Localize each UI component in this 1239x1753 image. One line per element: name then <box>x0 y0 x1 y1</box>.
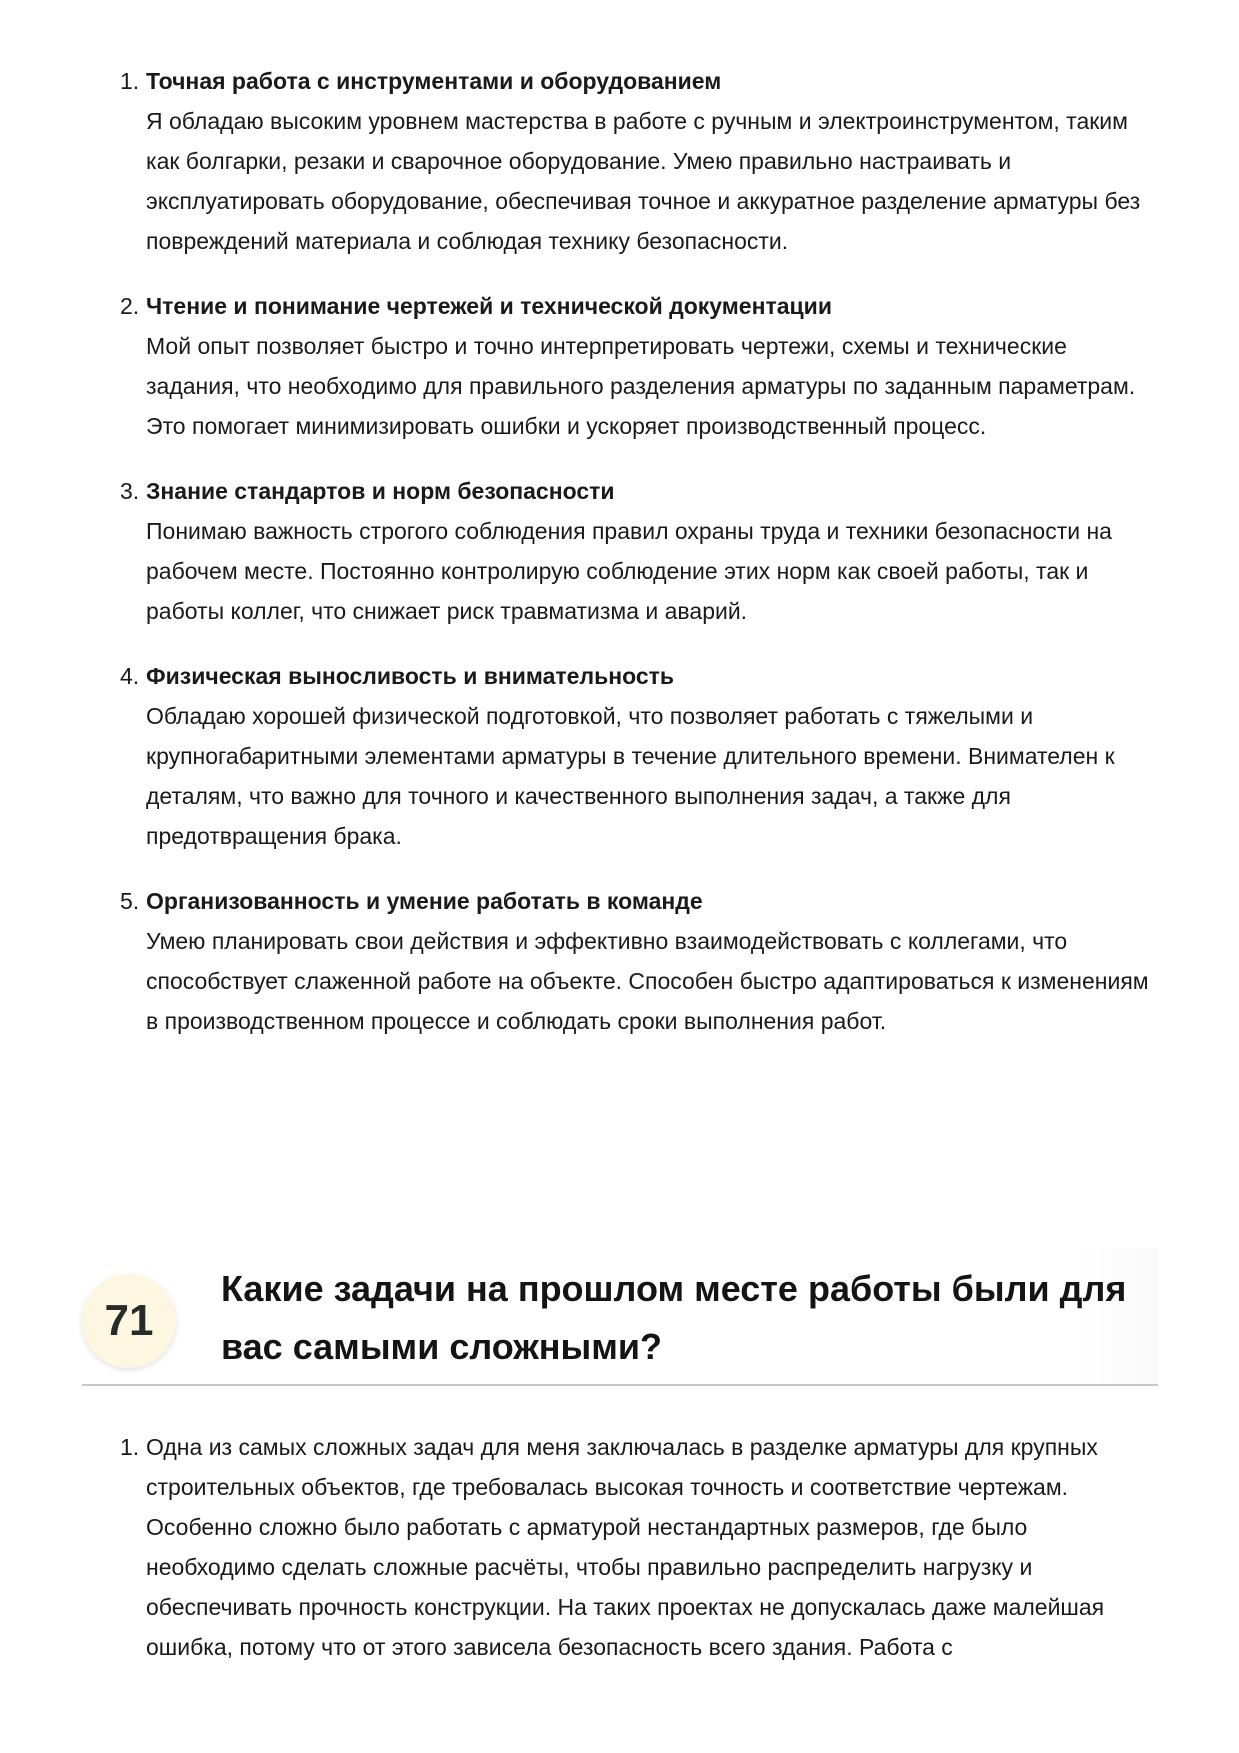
list-item <box>120 1427 1160 1667</box>
list-item-number: 3. <box>120 478 140 504</box>
list-item-title: Знание стандартов и норм безопасности <box>146 478 615 504</box>
skills-list <box>120 61 1160 1066</box>
list-item-text: Одна из самых сложных задач для меня заключалась в разделке арматуры для крупных строительных объектов, где требовалась высокая точность и соответствие чертежам. Особенно сложно было работать с арматурой нестандартных размеров, где было необходимо сделать сложные расчёты, чтобы правильно распределить нагрузку и обеспечивать прочность конструкции. На таких проектах не допускалась даже малейшая ошибка, потому что от этого зависела безопасность всего здания. Работа с <box>146 1434 1105 1660</box>
list-item <box>120 881 1160 1041</box>
list-item-number: 5. <box>120 888 140 914</box>
list-item-number: 1. <box>120 68 140 94</box>
list-item-text: Умею планировать свои действия и эффективно взаимодействовать с коллегами, что способствует слаженной работе на объекте. Способен быстро адаптироваться к изменениям в производственном процессе и соблюдать сроки выполнения работ. <box>146 928 1149 1034</box>
list-item-text: Я обладаю высоким уровнем мастерства в работе с ручным и электроинструментом, таким как болгарки, резаки и сварочное оборудование. Умею правильно настраивать и эксплуатировать оборудование, обеспечивая точное и аккуратное разделение арматуры без повреждений материала и соблюдая технику безопасности. <box>146 108 1141 254</box>
list-item-title: Физическая выносливость и внимательность <box>146 663 675 689</box>
answer-list <box>120 1427 1160 1692</box>
question-number-badge: 71 <box>82 1274 176 1368</box>
list-item-title: Чтение и понимание чертежей и технической документации <box>146 293 832 319</box>
list-item-title: Точная работа с инструментами и оборудованием <box>146 68 722 94</box>
list-item <box>120 471 1160 631</box>
list-item <box>120 61 1160 261</box>
list-item-text: Понимаю важность строгого соблюдения правил охраны труда и техники безопасности на рабочем месте. Постоянно контролирую соблюдение этих норм как своей работы, так и работы коллег, что снижает риск травматизма и аварий. <box>146 518 1112 624</box>
list-item <box>120 656 1160 856</box>
list-item-number: 2. <box>120 293 140 319</box>
list-item-text: Обладаю хорошей физической подготовкой, что позволяет работать с тяжелыми и крупногабаритными элементами арматуры в течение длительного времени. Внимателен к деталям, что важно для точного и качественного выполнения задач, а также для предотвращения брака. <box>146 703 1115 849</box>
list-item-text: Мой опыт позволяет быстро и точно интерпретировать чертежи, схемы и технические задания, что необходимо для правильного разделения арматуры по заданным параметрам. Это помогает минимизировать ошибки и ускоряет производственный процесс. <box>146 333 1136 439</box>
question-title: Какие задачи на прошлом месте работы были для вас самыми сложными? <box>221 1268 1127 1367</box>
question-header <box>82 1248 1158 1386</box>
list-item <box>120 286 1160 446</box>
list-item-number: 4. <box>120 663 140 689</box>
list-item-title: Организованность и умение работать в команде <box>146 888 703 914</box>
list-item-number: 1. <box>120 1434 140 1460</box>
